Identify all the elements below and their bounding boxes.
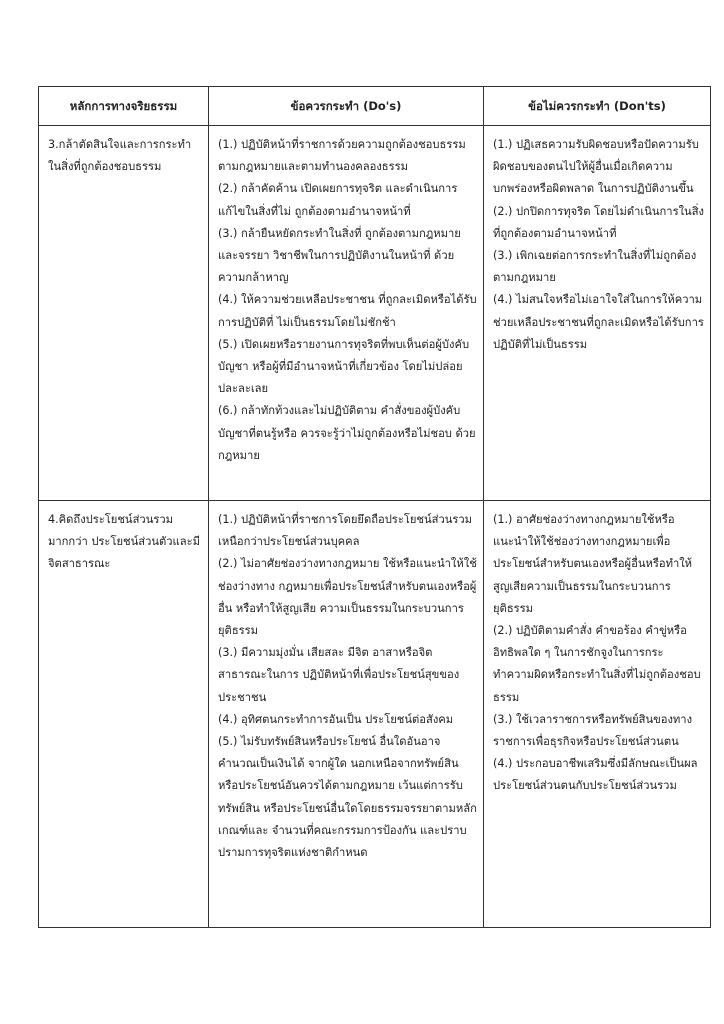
table-row (39, 126, 711, 501)
table-row (39, 501, 711, 928)
donts-item: (3.) เพิกเฉยต่อการกระทำในสิ่งที่ไม่ถูกต้องตามกฎหมาย (493, 249, 697, 285)
principle-cell: 4.คิดถึงประโยชน์ส่วนรวมมากกว่า ประโยชน์ส่วนตัวและมีจิตสาธารณะ (39, 501, 209, 928)
dos-cell (209, 501, 484, 928)
dos-item: (5.) เปิดเผยหรือรายงานการทุจริตที่พบเห็นต่อผู้บังคับบัญชา หรือผู้ที่มีอำนาจหน้าที่เกี่ยวข้อง โดยไม่ปล่อยปละละเลย (218, 337, 470, 396)
dos-cell (209, 126, 484, 501)
donts-item: (4.) ไม่สนใจหรือไม่เอาใจใส่ในการให้ความช่วยเหลือประชาชนที่ถูกละเมิดหรือได้รับการปฏิบัติที่ไม่เป็นธรรม (493, 293, 704, 351)
dos-item: (1.) ปฏิบัติหน้าที่ราชการด้วยความถูกต้องชอบธรรมตามกฎหมายและตามทำนองคลองธรรม (218, 138, 466, 174)
donts-item: (1.) อาศัยช่องว่างทางกฎหมายใช้หรือแนะนำให้ใช้ช่องว่างทางกฎหมายเพื่อประโยชน์สำหรับตนเองหรือผู้อื่นหรือทำให้สูญเสียความเป็นธรรมในกระบวนการยุติธรรม (493, 513, 693, 615)
donts-item: (3.) ใช้เวลาราชการหรือทรัพย์สินของทางราชการเพื่อธุรกิจหรือประโยชน์ส่วนตน (493, 712, 693, 749)
dos-item: (5.) ไม่รับทรัพย์สินหรือประโยชน์ อื่นใดอันอาจคำนวณเป็นเงินได้ จากผู้ใด นอกเหนือจากทรัพย์สิน หรือประโยชน์อันควรได้ตามกฎหมาย เว้นแต่การรับทรัพย์สิน หรือประโยชน์อื่นใดโดยธรรมจรรยาตามหลักเกณฑ์และ จำนวนที่คณะกรรมการป้องกัน และปราบปรามการทุจริตแห่งชาติกำหนด (218, 735, 477, 860)
dos-item: (1.) ปฏิบัติหน้าที่ราชการโดยยึดถือประโยชน์ส่วนรวมเหนือกว่าประโยชน์ส่วนบุคคล (218, 513, 473, 549)
dos-item: (4.) อุทิศตนกระทำการอันเป็น ประโยชน์ต่อสังคม (218, 712, 454, 726)
dos-item: (6.) กล้าทักท้วงและไม่ปฏิบัติตาม คำสั่งของผู้บังคับบัญชาที่ตนรู้หรือ ควรจะรู้ว่าไม่ถูกต้องหรือไม่ชอบ ด้วยกฎหมาย (218, 404, 476, 462)
header-dos: ข้อควรกระทำ (Do's) (209, 87, 484, 126)
donts-item: (1.) ปฏิเสธความรับผิดชอบหรือปัดความรับผิดชอบของตนไปให้ผู้อื่นเมื่อเกิดความบกพร่องหรือผิดพลาด ในการปฏิบัติงานขึ้น (493, 138, 699, 196)
principle-cell: 3.กล้าตัดสินใจและการกระทำในสิ่งที่ถูกต้องชอบธรรม (39, 126, 209, 501)
header-donts: ข้อไม่ควรกระทำ (Don'ts) (484, 87, 711, 126)
donts-item: (4.) ประกอบอาชีพเสริมซึ่งมีลักษณะเป็นผลประโยชน์ส่วนตนกับประโยชน์ส่วนรวม (493, 757, 698, 793)
donts-cell (484, 126, 711, 501)
dos-item: (3.) กล้ายืนหยัดกระทำในสิ่งที่ ถูกต้องตามกฎหมายและจรรยา วิชาชีพในการปฏิบัติงานในหน้าที่ ด้วยความกล้าหาญ (218, 226, 461, 285)
donts-item: (2.) ปกปิดการทุจริต โดยไม่ดำเนินการในสิ่งที่ถูกต้องตามอำนาจหน้าที่ (493, 204, 704, 240)
header-row (39, 87, 711, 126)
ethics-table (38, 86, 711, 928)
donts-item: (2.) ปฏิบัติตามคำสั่ง คำขอร้อง คำขู่หรืออิทธิพลใด ๆ ในการชักจูงในการกระทำความผิดหรือกระทำในสิ่งที่ไม่ถูกต้องชอบธรรม (493, 624, 701, 704)
dos-item: (2.) ไม่อาศัยช่องว่างทางกฎหมาย ใช้หรือแนะนำให้ใช้ช่องว่างทาง กฎหมายเพื่อประโยชน์สำหรับตนเองหรือผู้อื่น หรือทำให้สูญเสีย ความเป็นธรรมในกระบวนการ ยุติธรรม (218, 557, 477, 638)
dos-item: (4.) ให้ความช่วยเหลือประชาชน ที่ถูกละเมิดหรือได้รับการปฏิบัติที่ ไม่เป็นธรรมโดยไม่ชักช้า (218, 293, 477, 329)
dos-item: (2.) กล้าคัดค้าน เปิดเผยการทุจริต และดำเนินการแก้ไขในสิ่งที่ไม่ ถูกต้องตามอำนาจหน้าที่ (218, 182, 458, 218)
dos-item: (3.) มีความมุ่งมั่น เสียสละ มีจิต อาสาหรือจิตสาธารณะในการ ปฏิบัติหน้าที่เพื่อประโยชน์สุขของประชาชน (218, 646, 460, 704)
header-principle: หลักการทางจริยธรรม (39, 87, 209, 126)
donts-cell (484, 501, 711, 928)
